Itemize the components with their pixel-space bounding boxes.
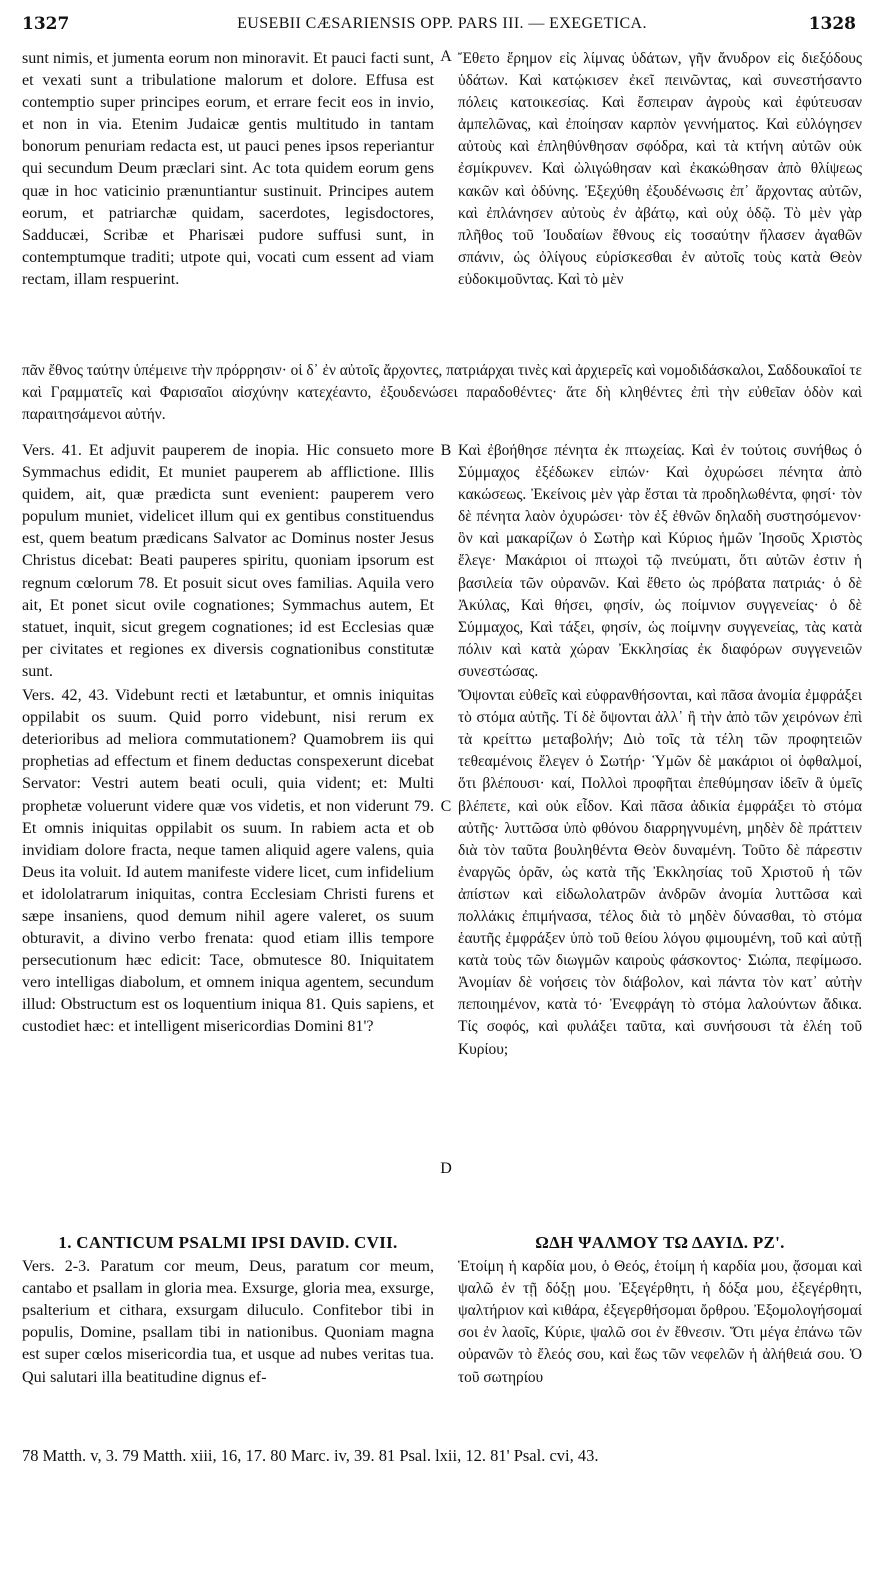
margin-marker-c: C xyxy=(440,798,452,815)
latin-paragraph-vers-42-43: Vers. 42, 43. Videbunt recti et lætabuntur, et omnis iniquitas oppilabit os suum. Quid porro videbunt, nisi rerum ex deterioribus ad meliora commutationem? Quamobrem iis qui prophetias ad effectum et finem deductas conspexerunt dicebat Servator: Vestri autem beati oculi, quia vident; et: Multi prophetæ voluerunt videre quæ vos videtis, et non viderunt 79. Et omnis iniquitas oppilabit os suum. In rabiem acta et ob invidiam dolore fracta, neque tamen aliquid agere valens, quia Deus ita voluit. Id autem manifeste videre licet, cum infidelium et idololatrarum iniquitas, contra Ecclesiam Christi furens et sæpe insaniens, quod demum nihil agere valeret, os suum obturavit, a divino verbo frenata: quod etiam illis tempore persecutionum hæc edicit: Tace, obmutesce 80. Iniquitatem vero intelligas diabolum, et omnem iniqua agentem, secundum illud: Obstructum est os loquentium iniqua 81. Quis sapiens, et custodiet hæc: et intelligent misericordias Domini 81'? xyxy=(22,687,434,1036)
running-title: EUSEBII CÆSARIENSIS OPP. PARS III. — EXEGETICA. xyxy=(237,15,647,32)
page-header xyxy=(0,14,884,40)
greek-psalm-title: ΩΔΗ ΨΑΛΜΟΥ ΤΩ ΔΑΥΙΔ. ΡΖ'. xyxy=(535,1233,785,1252)
latin-column-top xyxy=(22,48,434,291)
footnotes: 78 Matth. v, 3. 79 Matth. xiii, 16, 17. 80 Marc. iv, 39. 81 Psal. lxii, 12. 81' Psal. cvi, 43. xyxy=(22,1446,599,1465)
greek-paragraph-top: Ἔθετο ἔρημον εἰς λίμνας ὑδάτων, γῆν ἄνυδρον εἰς διεξόδους ὑδάτων. Καὶ κατῴκισεν ἐκεῖ πεινῶντας, καὶ συνεστήσαντο πόλεις κατοικεσίας. Καὶ ἔσπειραν ἀγροὺς καὶ ἐφύτευσαν ἀμπελῶνας, καὶ ἐποίησαν καρπὸν γεννήματος. Καὶ εὐλόγησεν αὐτοὺς καὶ ἐπληθύνθησαν σφόδρα, καὶ τὰ κτήνη αὐτῶν οὐκ ἐσμίκρυνεν. Καὶ ὠλιγώθησαν καὶ ἐκακώθησαν ἀπὸ θλίψεως κακῶν καὶ ὀδύνης. Ἐξεχύθη ἐξουδένωσις ἐπ᾽ ἄρχοντας αὐτῶν, καὶ ἐπλάνησεν αὐτοὺς ἐν ἀβάτῳ, καὶ οὐχ ὁδῷ. Τὸ μὲν γὰρ πλῆθος τοῦ Ἰουδαίων ἔθνους εἰς τοσαύτην ἤλασεν ἀγαθῶν σπάνιν, ὡς ὀλίγους εὑρίσκεσθαι ἐν αὐτοῖς τοὺς κατὰ Θεὸν εὐδοκιμοῦντας. Καὶ τὸ μὲν xyxy=(458,50,862,288)
right-page-number: 1328 xyxy=(808,14,856,34)
latin-column-psalm xyxy=(22,1232,434,1389)
latin-psalm-title: 1. CANTICUM PSALMI IPSI DAVID. CVII. xyxy=(58,1233,398,1252)
greek-column-top xyxy=(458,48,862,291)
greek-psalm-text: Ἑτοίμη ἡ καρδία μου, ὁ Θεός, ἑτοίμη ἡ καρδία μου, ᾄσομαι καὶ ψαλῶ ἐν τῇ δόξῃ μου. Ἐξεγέρθητι, ἡ δόξα μου, ἐξεγέρθητι, ψαλτήριον καὶ κιθάρα, ἐξεγερθήσομαι ὄρθρου. Ἐξομολογήσομαί σοι ἐν λαοῖς, Κύριε, ψαλῶ σοι ἐν ἔθνεσιν. Ὅτι μέγα ἐπάνω τῶν οὐρανῶν τὸ ἔλεός σου, καὶ ἕως τῶν νεφελῶν ἡ ἀλήθειά σου. Ὁ τοῦ σωτηρίου xyxy=(458,1258,862,1386)
latin-paragraph-top: sunt nimis, et jumenta eorum non minoravit. Et pauci facti sunt, et vexati sunt a tribulatione malorum et dolore. Effusa est contemptio super principes eorum, et errare fecit eos in invio, et non in via. Etenim Judaicæ gentis multitudo in tantam bonorum penuriam redacta est, ut pauci penes ipsos reperiantur qui secundum Deum præclari sint. Ac tota quidem eorum gens quæ in hoc vaticinio prænuntiantur sustinuit. Principes autem eorum, et patriarchæ quidam, sacerdotes, legisdoctores, Sadducæi, Scribæ et Pharisæi pudore suffusi sunt, in contemptumque traditi; utpote qui, vocati cum essent ad viam rectam, illam respuerint. xyxy=(22,50,434,288)
margin-marker-d: D xyxy=(440,1160,452,1177)
latin-paragraph-vers-41: Vers. 41. Et adjuvit pauperem de inopia. Hic consueto more Symmachus edidit, Et muniet pauperem ab afflictione. Illis quidem, ait, quæ prædicta sunt evenient: pauperem vero populum muniet, videlicet illum qui ex gentibus constituendus est, quem beatum prædicans Salvator ac Dominus noster Jesus Christus dicebat: Beati pauperes spiritu, quoniam ipsorum est regnum cœlorum 78. Et posuit sicut oves familias. Aquila vero ait, Et ponet sicut ovile cognationes; Symmachus autem, Et statuet, inquit, sicut gregem cognationes; id est Ecclesias quæ per civitates et regiones ex diversis cognationibus constitutæ sunt. xyxy=(22,442,434,680)
margin-marker-b: B xyxy=(440,442,452,459)
greek-paragraph-vers-42-43: Ὄψονται εὐθεῖς καὶ εὐφρανθήσονται, καὶ πᾶσα ἀνομία ἐμφράξει τὸ στόμα αὐτῆς. Τί δὲ ὄψονται ἀλλ᾽ ἢ τὴν ἀπὸ τῶν χειρόνων ἐπὶ τὰ κρείττω μεταβολήν; Διὸ τοῖς τὰ τέλη τῶν προφητειῶν τεθεαμένοις ἔλεγεν ὁ Σωτήρ· Ὑμῶν δὲ μακάριοι οἱ ὀφθαλμοί, ὅτι βλέπουσι· καί, Πολλοὶ προφῆται ἐπεθύμησαν ἰδεῖν ἃ ὑμεῖς βλέπετε, καὶ οὐκ εἶδον. Καὶ πᾶσα ἀδικία ἐμφράξει τὸ στόμα αὐτῆς· λυττῶσα ὑπὸ φθόνου διαρρηγνυμένη, μηδὲν δὲ πράττειν διὰ τὸν ταῦτα βουληθέντα Θεὸν δυναμένη. Τοῦτο δὲ πάρεστιν ἐναργῶς ὁρᾶν, ὡς κατὰ τῆς Ἐκκλησίας τοῦ Χριστοῦ ἡ τῶν ἀπίστων καὶ εἰδωλολατρῶν ἀνδρῶν ἀνομία λυττῶσα καὶ πολλάκις ἐπιμήνασα, τέλος διὰ τὸ μηδὲν δύνασθαι, τὸ στόμα ἑαυτῆς ἐμφράξεν ὑπὸ τοῦ θείου λόγου φιμουμένη, τοῦ καὶ αὐτῇ κατὰ τοὺς τῶν διωγμῶν καιροὺς φάσκοντος· Σιώπα, πεφίμωσο. Ἀνομίαν δὲ νοήσεις τὸν διάβολον, καὶ πάντα τὸν κατ᾽ αὐτὴν πεποιημένον, κατὰ τό· Ἐνεφράγη τὸ στόμα λαλούντων ἄδικα. Τίς σοφός, καὶ φυλάξει ταῦτα, καὶ συνήσουσι τὰ ἐλέη τοῦ Κυρίου; xyxy=(458,687,862,1058)
left-page-number: 1327 xyxy=(22,14,70,34)
latin-psalm-text: Vers. 2-3. Paratum cor meum, Deus, paratum cor meum, cantabo et psallam in gloria mea. Exsurge, gloria mea, exsurge, psalterium et cithara, exsurgam diluculo. Confitebor tibi in populis, Domine, psallam tibi in nationibus. Quoniam magna est super cœlos misericordia tua, et usque ad nubes veritas tua. Qui salutari illa beatitudine dignus ef- xyxy=(22,1258,434,1386)
greek-column-middle xyxy=(458,440,862,1061)
margin-marker-a: A xyxy=(440,48,452,65)
latin-column-middle xyxy=(22,440,434,1039)
greek-full-width-paragraph: πᾶν ἔθνος ταύτην ὑπέμεινε τὴν πρόρρησιν· οἱ δ᾽ ἐν αὐτοῖς ἄρχοντες, πατριάρχαι τινὲς καὶ ἀρχιερεῖς καὶ νομοδιδάσκαλοι, Σαδδουκαῖοί τε καὶ Γραμματεῖς καὶ Φαρισαῖοι αἰσχύνην κατεχέαντο, ἐξουδενώσει παραδοθέντες· ἅτε δὴ κληθέντες ἐπὶ τὴν εὐθεῖαν ὁδὸν καὶ παραιτησάμενοι αὐτήν. xyxy=(22,362,862,423)
greek-column-psalm xyxy=(458,1232,862,1389)
greek-paragraph-vers-41: Καὶ ἐβοήθησε πένητα ἐκ πτωχείας. Καὶ ἐν τούτοις συνήθως ὁ Σύμμαχος ἐξέδωκεν εἰπών· Καὶ ὀχυρώσει πένητα ἀπὸ κακώσεως. Ἐκείνοις μὲν γὰρ ἔσται τὰ προδηλωθέντα, φησί· τὸν δὲ πένητα λαὸν ὀχυρώσει· τὸν ἐξ ἐθνῶν δηλαδὴ συστησόμενον· ὃν καὶ μακαρίζων ὁ Σωτὴρ καὶ Κύριος ἡμῶν Ἰησοῦς Χριστὸς ἔλεγε· Μακάριοι οἱ πτωχοὶ τῷ πνεύματι, ὅτι αὐτῶν ἐστιν ἡ βασιλεία τῶν οὐρανῶν. Καὶ ἔθετο ὡς πρόβατα πατριάς· ὁ δὲ Ἀκύλας, Καὶ θήσει, φησίν, ὡς ποίμνιον συγγενείας· ὁ δὲ Σύμμαχος, Καὶ τάξει, φησίν, ὡς ποίμνην συγγενείας, τὰς κατὰ πόλιν καὶ κατὰ χώραν Ἐκκλησίας ἐκ διαφόρων συγγενειῶν συνεστώσας. xyxy=(458,442,862,680)
